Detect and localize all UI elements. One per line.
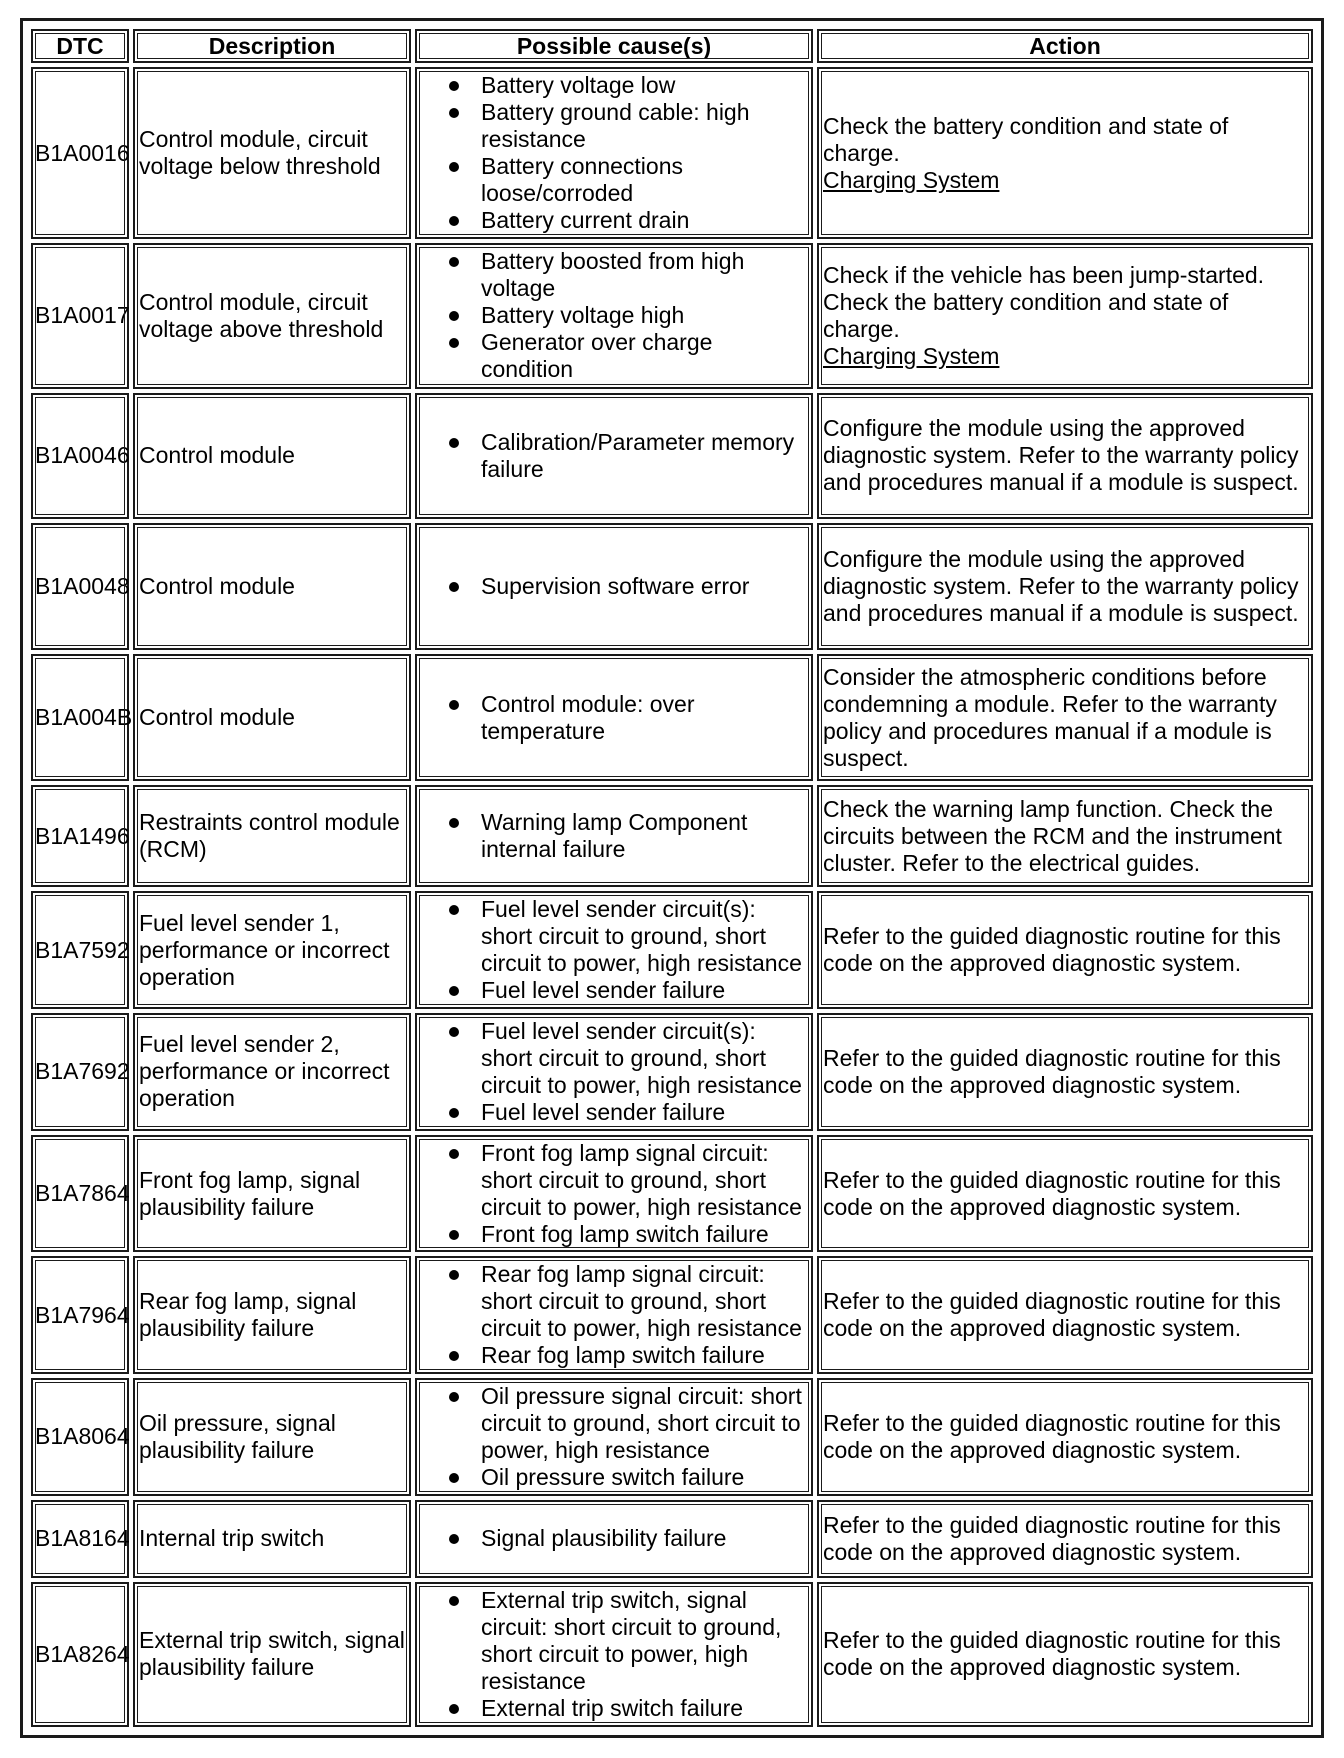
cause-item: Warning lamp Component internal failure bbox=[481, 809, 809, 863]
action-text: Refer to the guided diagnostic routine for this code on the approved diagnostic system. bbox=[823, 1627, 1281, 1681]
causes-list bbox=[427, 573, 809, 600]
action-text: Consider the atmospheric conditions before condemning a module. Refer to the warranty policy and procedures manual if a module is suspect. bbox=[823, 663, 1277, 771]
dtc-code-cell: B1A8264 bbox=[31, 1582, 129, 1727]
cause-item: Fuel level sender circuit(s): short circuit to ground, short circuit to power, high resistance bbox=[481, 896, 809, 977]
action-text: Refer to the guided diagnostic routine for this code on the approved diagnostic system. bbox=[823, 1511, 1281, 1565]
action-text: Check if the vehicle has been jump-started. Check the battery condition and state of charge. bbox=[823, 261, 1265, 342]
possible-causes-cell bbox=[415, 891, 813, 1009]
causes-list bbox=[427, 691, 809, 745]
cause-item: Fuel level sender failure bbox=[481, 1099, 809, 1126]
cause-item: External trip switch failure bbox=[481, 1695, 809, 1722]
causes-list bbox=[427, 809, 809, 863]
description-cell: Control module, circuit voltage above threshold bbox=[133, 243, 411, 388]
action-text: Check the battery condition and state of charge. bbox=[823, 112, 1229, 166]
cause-item: Oil pressure signal circuit: short circuit to ground, short circuit to power, high resistance bbox=[481, 1383, 809, 1464]
action-text: Check the warning lamp function. Check the circuits between the RCM and the instrument cluster. Refer to the electrical guides. bbox=[823, 795, 1282, 876]
possible-causes-cell bbox=[415, 243, 813, 388]
description-cell: Control module bbox=[133, 654, 411, 781]
cause-item: Oil pressure switch failure bbox=[481, 1464, 809, 1491]
description-cell: Front fog lamp, signal plausibility failure bbox=[133, 1135, 411, 1253]
table-row bbox=[31, 785, 1313, 887]
charging-system-link[interactable]: Charging System bbox=[823, 342, 1000, 369]
causes-list bbox=[427, 1261, 809, 1369]
cause-item: Front fog lamp switch failure bbox=[481, 1221, 809, 1248]
cause-item: Battery connections loose/corroded bbox=[481, 153, 809, 207]
table-row bbox=[31, 1582, 1313, 1727]
table-body bbox=[31, 67, 1313, 1727]
action-text: Refer to the guided diagnostic routine for this code on the approved diagnostic system. bbox=[823, 923, 1281, 977]
causes-list bbox=[427, 1587, 809, 1722]
description-cell: Restraints control module (RCM) bbox=[133, 785, 411, 887]
dtc-code-cell: B1A7592 bbox=[31, 891, 129, 1009]
dtc-code-cell: B1A7864 bbox=[31, 1135, 129, 1253]
dtc-code-cell: B1A1496 bbox=[31, 785, 129, 887]
header-dtc: DTC bbox=[31, 29, 129, 63]
causes-list bbox=[427, 1018, 809, 1126]
table-row bbox=[31, 523, 1313, 650]
action-cell bbox=[817, 523, 1313, 650]
table-row bbox=[31, 67, 1313, 239]
possible-causes-cell bbox=[415, 1013, 813, 1131]
possible-causes-cell bbox=[415, 1135, 813, 1253]
action-text: Refer to the guided diagnostic routine for this code on the approved diagnostic system. bbox=[823, 1166, 1281, 1220]
action-cell bbox=[817, 243, 1313, 388]
description-cell: External trip switch, signal plausibility failure bbox=[133, 1582, 411, 1727]
dtc-code-cell: B1A8064 bbox=[31, 1378, 129, 1496]
action-cell bbox=[817, 785, 1313, 887]
description-cell: Control module bbox=[133, 523, 411, 650]
action-cell bbox=[817, 393, 1313, 520]
dtc-code-cell: B1A7692 bbox=[31, 1013, 129, 1131]
possible-causes-cell bbox=[415, 1378, 813, 1496]
action-cell bbox=[817, 1013, 1313, 1131]
cause-item: Battery ground cable: high resistance bbox=[481, 99, 809, 153]
causes-list bbox=[427, 1525, 809, 1552]
possible-causes-cell bbox=[415, 393, 813, 520]
possible-causes-cell bbox=[415, 1256, 813, 1374]
description-cell: Internal trip switch bbox=[133, 1500, 411, 1578]
action-text: Refer to the guided diagnostic routine for this code on the approved diagnostic system. bbox=[823, 1044, 1281, 1098]
table-row bbox=[31, 1013, 1313, 1131]
description-cell: Control module bbox=[133, 393, 411, 520]
table-row bbox=[31, 1256, 1313, 1374]
causes-list bbox=[427, 1383, 809, 1491]
header-possible-causes: Possible cause(s) bbox=[415, 29, 813, 63]
action-cell bbox=[817, 891, 1313, 1009]
cause-item: Fuel level sender circuit(s): short circuit to ground, short circuit to power, high resistance bbox=[481, 1018, 809, 1099]
cause-item: Rear fog lamp switch failure bbox=[481, 1342, 809, 1369]
dtc-code-cell: B1A004B bbox=[31, 654, 129, 781]
possible-causes-cell bbox=[415, 785, 813, 887]
dtc-code-cell: B1A0046 bbox=[31, 393, 129, 520]
causes-list bbox=[427, 248, 809, 383]
cause-item: Generator over charge condition bbox=[481, 329, 809, 383]
charging-system-link[interactable]: Charging System bbox=[823, 166, 1000, 193]
dtc-code-cell: B1A7964 bbox=[31, 1256, 129, 1374]
action-cell bbox=[817, 1135, 1313, 1253]
action-text: Configure the module using the approved diagnostic system. Refer to the warranty policy and procedures manual if a module is suspect. bbox=[823, 546, 1299, 627]
cause-item: Battery boosted from high voltage bbox=[481, 248, 809, 302]
action-cell bbox=[817, 1582, 1313, 1727]
action-cell bbox=[817, 654, 1313, 781]
action-text: Refer to the guided diagnostic routine for this code on the approved diagnostic system. bbox=[823, 1409, 1281, 1463]
action-cell bbox=[817, 67, 1313, 239]
possible-causes-cell bbox=[415, 523, 813, 650]
dtc-table bbox=[27, 25, 1317, 1731]
possible-causes-cell bbox=[415, 654, 813, 781]
action-text: Configure the module using the approved diagnostic system. Refer to the warranty policy and procedures manual if a module is suspect. bbox=[823, 415, 1299, 496]
cause-item: Calibration/Parameter memory failure bbox=[481, 429, 809, 483]
header-description: Description bbox=[133, 29, 411, 63]
cause-item: Supervision software error bbox=[481, 573, 809, 600]
table-row bbox=[31, 393, 1313, 520]
cause-item: Battery current drain bbox=[481, 207, 809, 234]
cause-item: Rear fog lamp signal circuit: short circuit to ground, short circuit to power, high resistance bbox=[481, 1261, 809, 1342]
table-header-row bbox=[31, 29, 1313, 63]
cause-item: Front fog lamp signal circuit: short circuit to ground, short circuit to power, high resistance bbox=[481, 1140, 809, 1221]
description-cell: Control module, circuit voltage below threshold bbox=[133, 67, 411, 239]
cause-item: External trip switch, signal circuit: short circuit to ground, short circuit to power, high resistance bbox=[481, 1587, 809, 1695]
causes-list bbox=[427, 1140, 809, 1248]
causes-list bbox=[427, 896, 809, 1004]
table-row bbox=[31, 891, 1313, 1009]
possible-causes-cell bbox=[415, 67, 813, 239]
dtc-code-cell: B1A8164 bbox=[31, 1500, 129, 1578]
table-row bbox=[31, 1500, 1313, 1578]
possible-causes-cell bbox=[415, 1582, 813, 1727]
table-row bbox=[31, 654, 1313, 781]
causes-list bbox=[427, 429, 809, 483]
cause-item: Battery voltage low bbox=[481, 72, 809, 99]
dtc-code-cell: B1A0048 bbox=[31, 523, 129, 650]
cause-item: Fuel level sender failure bbox=[481, 977, 809, 1004]
description-cell: Fuel level sender 2, performance or incorrect operation bbox=[133, 1013, 411, 1131]
causes-list bbox=[427, 72, 809, 234]
possible-causes-cell bbox=[415, 1500, 813, 1578]
cause-item: Battery voltage high bbox=[481, 302, 809, 329]
table-row bbox=[31, 1135, 1313, 1253]
description-cell: Fuel level sender 1, performance or incorrect operation bbox=[133, 891, 411, 1009]
cause-item: Signal plausibility failure bbox=[481, 1525, 809, 1552]
action-cell bbox=[817, 1378, 1313, 1496]
description-cell: Rear fog lamp, signal plausibility failure bbox=[133, 1256, 411, 1374]
dtc-code-cell: B1A0016 bbox=[31, 67, 129, 239]
action-cell bbox=[817, 1256, 1313, 1374]
dtc-table-frame bbox=[20, 18, 1324, 1738]
cause-item: Control module: over temperature bbox=[481, 691, 809, 745]
action-text: Refer to the guided diagnostic routine for this code on the approved diagnostic system. bbox=[823, 1288, 1281, 1342]
table-row bbox=[31, 1378, 1313, 1496]
action-cell bbox=[817, 1500, 1313, 1578]
header-action: Action bbox=[817, 29, 1313, 63]
dtc-code-cell: B1A0017 bbox=[31, 243, 129, 388]
description-cell: Oil pressure, signal plausibility failure bbox=[133, 1378, 411, 1496]
table-row bbox=[31, 243, 1313, 388]
